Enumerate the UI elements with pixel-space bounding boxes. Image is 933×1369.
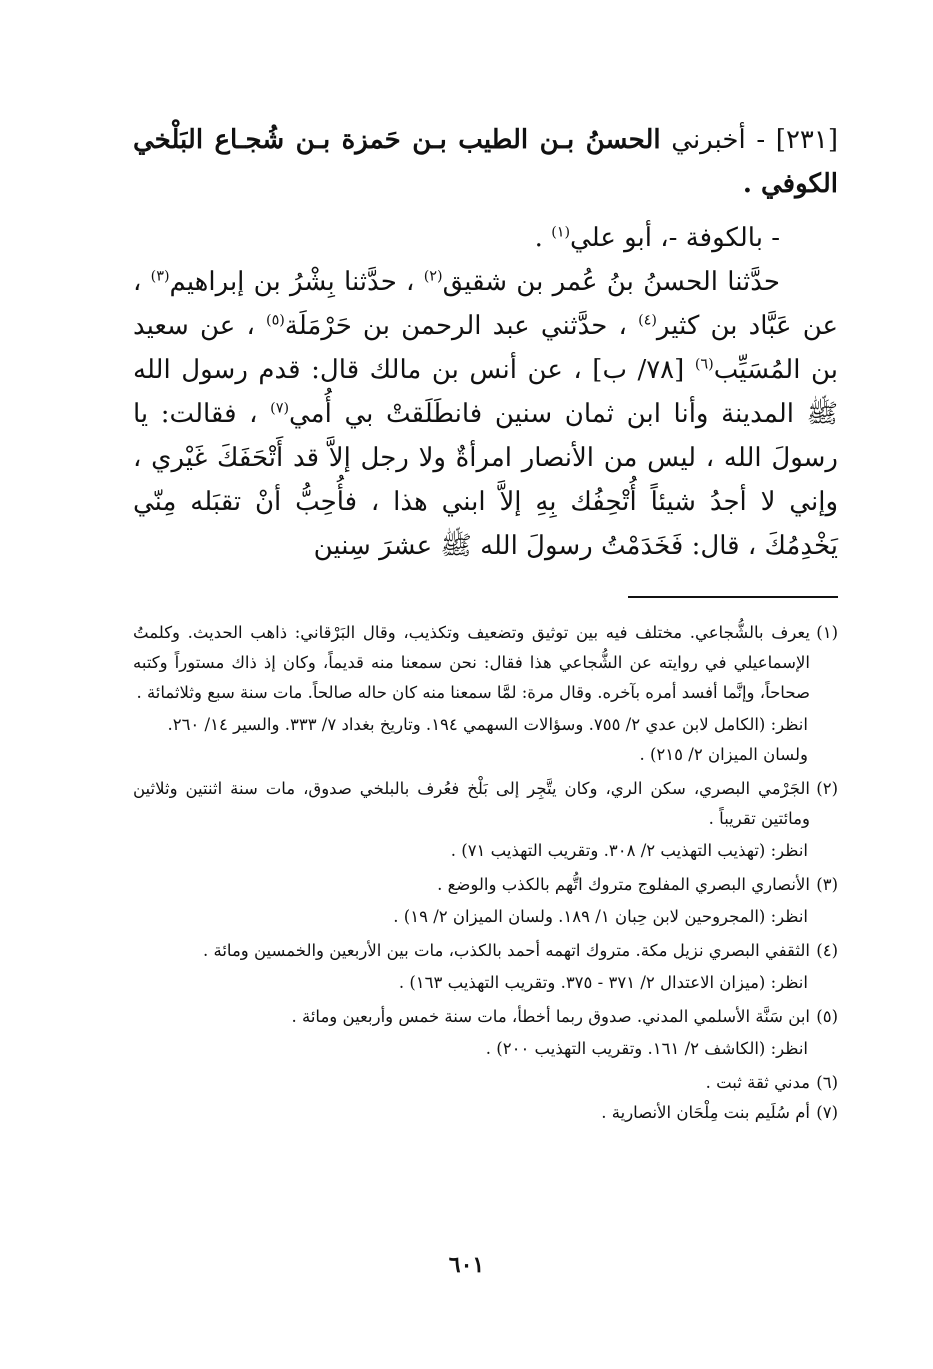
page-number: ٦٠١ <box>448 1252 485 1278</box>
narration-segment: ، حدَّثني عبد الرحمن بن حَرْمَلَة <box>284 311 639 341</box>
footnote-number: (٣) <box>816 875 838 894</box>
footnote <box>133 1098 838 1128</box>
footnote-text: أم سُلَيم بنت مِلْحَان الأنصارية . <box>601 1103 810 1122</box>
entry-name: الحسنُ بـن الطيب بـن حَمزة بـن شُجـاع البَلْخي الكوفي . <box>133 125 838 199</box>
footnotes <box>133 618 838 1128</box>
entry-subtitle <box>133 216 838 260</box>
entry-heading <box>133 118 838 206</box>
main-text <box>133 118 838 568</box>
footnote-number: (٦) <box>816 1073 838 1092</box>
footnote <box>133 618 838 708</box>
footnote <box>133 936 838 966</box>
footnote <box>133 1002 838 1032</box>
narration-paragraph <box>133 260 838 568</box>
subtitle-end: . <box>534 223 552 253</box>
footnote-reference: انظر: (الكاشف ٢/ ١٦١. وتقريب التهذيب ٢٠٠) . <box>485 1039 808 1058</box>
footnote-number: (٢) <box>816 779 838 798</box>
footnote-reference: انظر: (ميزان الاعتدال ٢/ ٣٧١ - ٣٧٥. وتقريب التهذيب ١٦٣) . <box>398 973 808 992</box>
footnote-reference: انظر: (المجروحين لابن حِبان ١/ ١٨٩. ولسان الميزان ٢/ ١٩) . <box>393 907 808 926</box>
footnote-marker: (٥) <box>266 312 285 329</box>
narration-segment: ، عن عَبَّاد بن كثير <box>133 267 839 341</box>
footnote-number: (٤) <box>816 941 838 960</box>
footnote-marker: (٣) <box>150 268 170 285</box>
footnote-text: مدني ثقة ثبت . <box>705 1073 810 1092</box>
footnote-text: الأنصاري البصري المفلوج متروك اتُّهم بالكذب والوضع . <box>437 875 810 894</box>
narration-segment: ، عن سعيد بن المُسَيِّب <box>133 311 838 385</box>
subtitle-text: - بالكوفة -، أبو علي <box>570 223 780 253</box>
footnote-marker: (٦) <box>694 356 714 373</box>
footnote-marker: (٢) <box>423 268 443 285</box>
footnote-number: (٧) <box>816 1103 838 1122</box>
footnote-separator <box>628 596 838 598</box>
footnote-reference: انظر: (الكامل لابن عدي ٢/ ٧٥٥. وسؤالات السهمي ١٩٤. وتاريخ بغداد ٧/ ٣٣٣. والسير ١٤/ ٢٦٠. ولسان الميزان ٢/ ٢١٥) . <box>167 715 808 764</box>
footnote-number: (٥) <box>816 1007 838 1026</box>
footnote-text: الثقفي البصري نزيل مكة. متروك اتهمه أحمد بالكذب، مات بين الأربعين والخمسين ومائة . <box>202 941 810 960</box>
entry-number: [٢٣١] - <box>745 125 838 155</box>
narration-segment: ، فقالت: يا رسولَ الله ، ليس من الأنصار امرأةٌ ولا رجل إلاَّ قد أَتْحَفَكَ غَيْري ، وإني لا أجدُ شيئاً أُتْحِفُك بِهِ إلاَّ ابني هذا ، فأُحِبُّ أنْ تقبَله مِنّي يَخْدِمُكَ ، قال: فَخَدَمْتُ رسولَ الله ﷺ عشرَ سِنين <box>133 399 838 561</box>
narration-segment: حدَّثنا الحسنُ بنُ عُمر بن شقيق <box>442 267 780 297</box>
footnote-text: ابن سَنَّة الأسلمي المدني. صدوق ربما أخطأ، مات سنة خمس وأربعين ومائة . <box>291 1007 810 1026</box>
footnote <box>133 774 838 834</box>
footnote-marker: (١) <box>551 224 571 241</box>
footnote-reference: انظر: (تهذيب التهذيب ٢/ ٣٠٨. وتقريب التهذيب ٧١) . <box>450 841 808 860</box>
footnote-text: يعرف بالشُّجاعي. مختلف فيه بين توثيق وتضعيف وتكذيب، وقال البَرْقاني: ذاهب الحديث. وكلمتُ الإسماعيلي في روايته عن الشُّجاعي هذا فقال: نحن سمعنا منه قديماً، وكان إذ ذاك مستوراً وكتبه صحاحاً، وإنَّما أفسد أمره بآخره. وقال مرة: لمَّا سمعنا منه كان حاله صالحاً. مات سنة سبع وثلاثمائة . <box>133 623 810 702</box>
footnote-marker: (٤) <box>638 312 657 329</box>
footnote <box>133 1068 838 1098</box>
narration-segment: [٧٨/ ب] ، عن أنس بن مالك قال: قدم رسول الله ﷺ المدينة وأنا ابن ثمان سنين فانطَلَقتْ بي أُمي <box>133 355 839 429</box>
footnote <box>133 870 838 900</box>
footnote-number: (١) <box>816 623 838 642</box>
narration-segment: ، حدَّثنا بِشْرُ بن إبراهيم <box>169 267 424 297</box>
footnote-text: الجَرْمي البصري، سكن الري، وكان يتَّجِر إلى بَلْخ فعُرف بالبلخي صدوق، مات سنة اثنتين وثلاثين ومائتين تقريباً . <box>133 779 810 828</box>
entry-heading-prefix: أخبرني <box>660 125 746 155</box>
footnote-marker: (٧) <box>270 400 290 417</box>
